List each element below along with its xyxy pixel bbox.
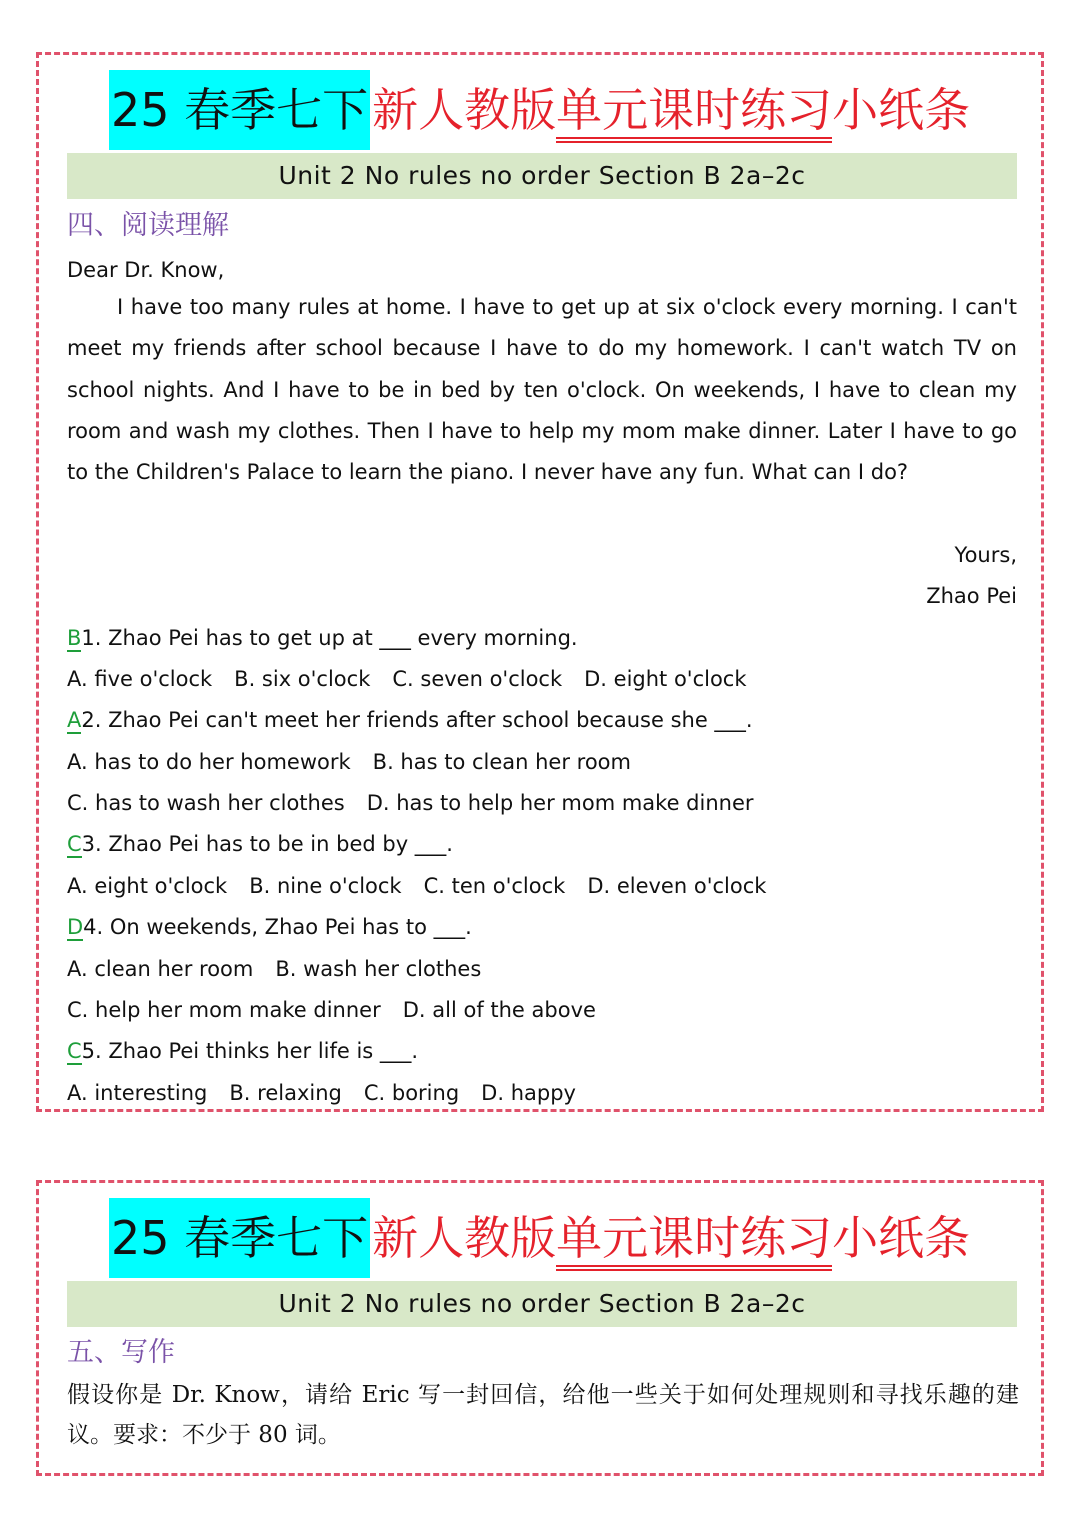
letter-greeting: Dear Dr. Know, [67,258,225,282]
unit-banner: Unit 2 No rules no order Section B 2a–2c [67,1281,1017,1327]
section-heading-reading: 四、阅读理解 [67,210,229,241]
worksheet-title [109,70,970,150]
question-4-options-line-1 [67,949,503,990]
option: D. happy [481,1081,576,1105]
option: D. has to help her mom make dinner [366,791,754,815]
answer-mark: A [67,708,82,732]
letter-signature: Zhao Pei [926,584,1017,608]
option: B. nine o'clock [249,874,402,898]
option: C. boring [363,1081,460,1105]
section-heading-writing: 五、写作 [67,1337,175,1368]
writing-prompt: 假设你是 Dr. Know，请给 Eric 写一封回信，给他一些关于如何处理规则和寻找乐趣的建议。要求：不少于 80 词。 [67,1382,1019,1448]
question-1-options [67,659,769,700]
worksheet-card-reading [36,52,1044,1112]
option: A. has to do her homework [67,750,351,774]
option: C. seven o'clock [392,667,563,691]
option: D. all of the above [402,998,596,1022]
title-red: 新人教版单元课时练习小纸条 [370,1198,970,1278]
title-red: 新人教版单元课时练习小纸条 [370,70,970,150]
letter-closing: Yours, [954,543,1017,567]
option: A. interesting [67,1081,208,1105]
option: B. relaxing [229,1081,342,1105]
answer-mark: C [67,1039,82,1063]
question-5: C5. Zhao Pei thinks her life is ___. [67,1039,419,1063]
answer-mark: D [67,915,84,939]
question-4: D4. On weekends, Zhao Pei has to ___. [67,915,472,939]
option: A. clean her room [67,957,254,981]
option: B. six o'clock [234,667,371,691]
option: B. has to clean her room [372,750,631,774]
question-2-options-line-1 [67,742,653,783]
option: D. eight o'clock [584,667,747,691]
question-2: A2. Zhao Pei can't meet her friends after school because she ___. [67,708,753,732]
worksheet-card-writing [36,1180,1044,1476]
option: A. five o'clock [67,667,213,691]
title-highlight: 25 春季七下 [109,70,370,150]
worksheet-title [109,1198,970,1278]
answer-mark: B [67,626,82,650]
option: B. wash her clothes [275,957,482,981]
title-highlight: 25 春季七下 [109,1198,370,1278]
option: A. eight o'clock [67,874,228,898]
option: C. ten o'clock [423,874,566,898]
question-3-options [67,866,788,907]
option: C. has to wash her clothes [67,791,345,815]
answer-mark: C [67,832,82,856]
unit-banner: Unit 2 No rules no order Section B 2a–2c [67,153,1017,199]
question-1: B1. Zhao Pei has to get up at ___ every morning. [67,626,578,650]
option: D. eleven o'clock [587,874,767,898]
question-5-options [67,1073,598,1114]
question-4-options-line-2 [67,990,618,1031]
question-3: C3. Zhao Pei has to be in bed by ___. [67,832,453,856]
letter-body: I have too many rules at home. I have to get up at six o'clock every morning. I can't meet my friends after school because I have to do my homework. I can't watch TV on school nights. And I have to be in bed by ten o'clock. On weekends, I have to clean my room and wash my clothes. Then I have to help my mom make dinner. Later I have to go to the Children's Palace to learn the piano. I never have any fun. What can I do? [67,295,1017,485]
question-2-options-line-2 [67,783,776,824]
option: C. help her mom make dinner [67,998,381,1022]
